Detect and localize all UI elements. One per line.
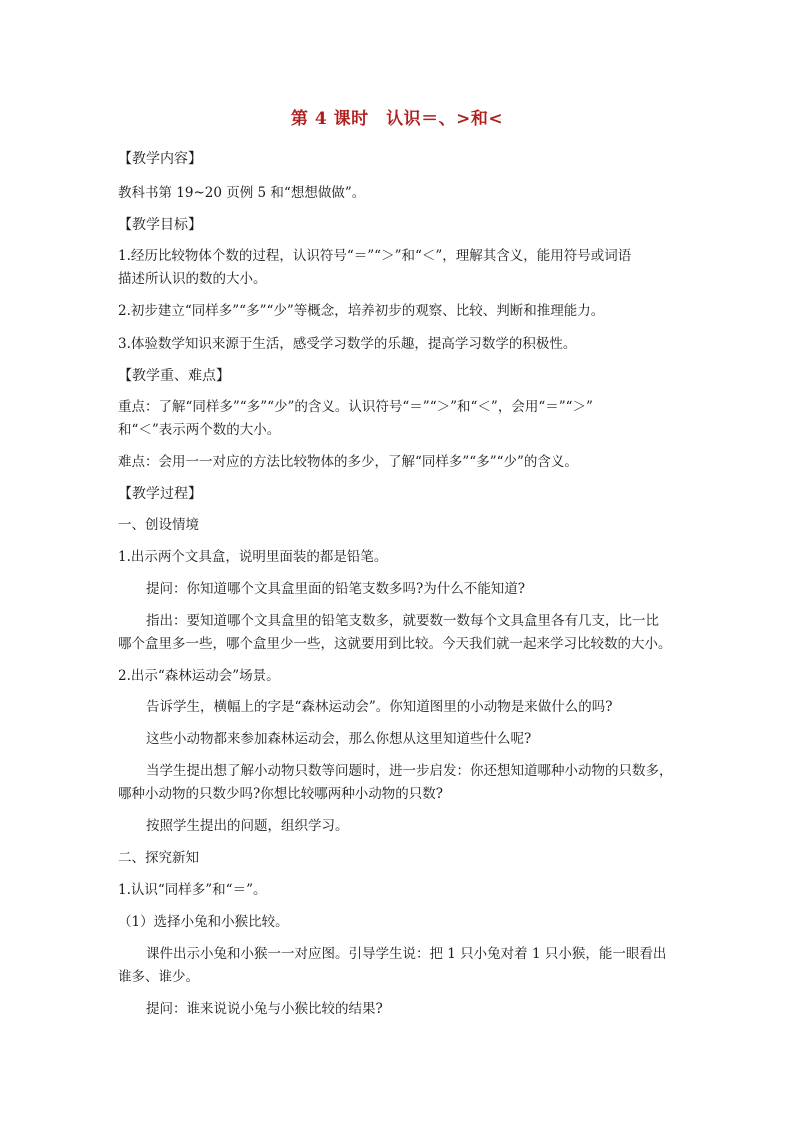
paragraph-line: 难点：会用一一对应的方法比较物体的多少，了解“同样多”“多”“少”的含义。 <box>118 454 578 470</box>
paragraph-line: 1.出示两个文具盒，说明里面装的都是铅笔。 <box>118 549 388 565</box>
section-heading-content: 【教学内容】 <box>118 151 202 167</box>
paragraph-line: 教科书第 19~20 页例 5 和“想想做做”。 <box>118 185 366 201</box>
paragraph-line: 2.出示“森林运动会”场景。 <box>118 668 280 684</box>
paragraph-line: 课件出示小兔和小猴一一对应图。引导学生说：把 1 只小兔对着 1 只小猴，能一眼看出 <box>146 946 667 962</box>
section-heading-objectives: 【教学目标】 <box>118 217 202 233</box>
paragraph-line: 3.体验数学知识来源于生活，感受学习数学的乐趣，提高学习数学的积极性。 <box>118 336 577 352</box>
paragraph-line: 提问：你知道哪个文具盒里面的铅笔支数多吗?为什么不能知道? <box>146 581 525 597</box>
paragraph-line: 按照学生提出的问题，组织学习。 <box>146 818 349 834</box>
subsection-heading: 一、创设情境 <box>118 517 199 533</box>
paragraph-line: 哪个盒里多一些，哪个盒里少一些，这就要用到比较。今天我们就一起来学习比较数的大小。 <box>118 636 672 652</box>
paragraph-line: 谁多、谁少。 <box>118 969 199 985</box>
paragraph-line: 重点：了解“同样多”“多”“少”的含义。认识符号“＝”“＞”和“＜”，会用“＝”“＞” <box>118 399 593 415</box>
paragraph-line: 2.初步建立“同样多”“多”“少”等概念，培养初步的观察、比较、判断和推理能力。 <box>118 303 605 319</box>
paragraph-line: 指出：要知道哪个文具盒里的铅笔支数多，就要数一数每个文具盒里各有几支，比一比 <box>146 613 659 629</box>
paragraph-line: 哪种小动物的只数少吗?你想比较哪两种小动物的只数? <box>118 786 443 802</box>
paragraph-line: （1）选择小兔和小猴比较。 <box>118 914 289 930</box>
paragraph-line: 描述所认识的数的大小。 <box>118 271 267 287</box>
paragraph-line: 当学生提出想了解小动物只数等问题时，进一步启发：你还想知道哪种小动物的只数多， <box>146 763 673 779</box>
paragraph-line: 这些小动物都来参加森林运动会，那么你想从这里知道些什么呢? <box>146 731 532 747</box>
paragraph-line: 提问：谁来说说小兔与小猴比较的结果? <box>146 1001 383 1017</box>
subsection-heading: 二、探究新知 <box>118 850 199 866</box>
paragraph-line: 告诉学生，横幅上的字是“森林运动会”。你知道图里的小动物是来做什么的吗? <box>146 699 613 715</box>
lesson-title: 第 4 课时 认识＝、>和< <box>290 109 504 129</box>
paragraph-line: 和“＜”表示两个数的大小。 <box>118 422 281 438</box>
section-heading-key-points: 【教学重、难点】 <box>118 368 230 384</box>
paragraph-line: 1.经历比较物体个数的过程，认识符号“＝”“＞”和“＜”，理解其含义，能用符号或词语 <box>118 248 632 264</box>
section-heading-process: 【教学过程】 <box>118 486 202 502</box>
paragraph-line: 1.认识“同样多”和“＝”。 <box>118 882 267 898</box>
